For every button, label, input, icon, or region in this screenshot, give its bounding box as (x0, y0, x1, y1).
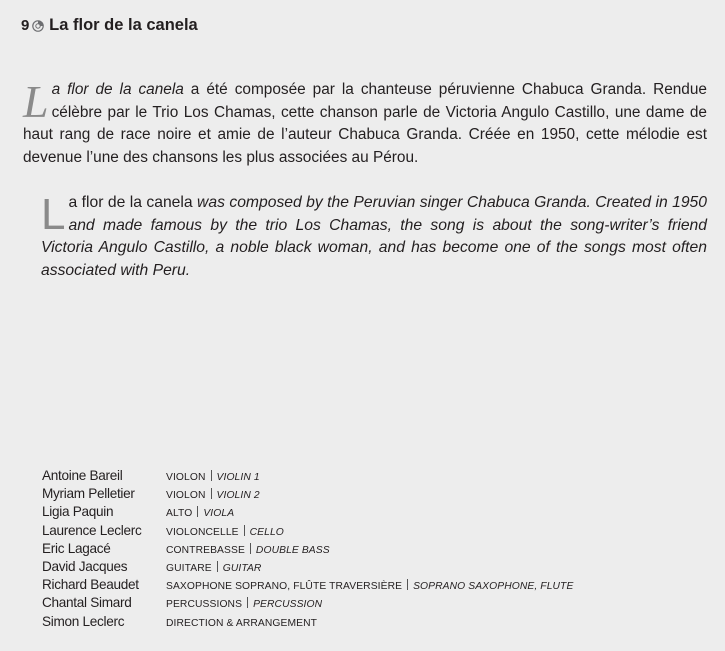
performer-name: Laurence Leclerc (42, 522, 142, 538)
english-body-text: was composed by the Peruvian singer Chabuca Granda. Created in 1950 and made famous by the trio Los Chamas, the song is about the song-writer’s friend Victoria Angulo Castillo, a noble black woman, and has become one of the songs most often associated with Peru. (41, 194, 708, 279)
role-english: SOPRANO SAXOPHONE, FLUTE (413, 581, 574, 593)
performer-name: Myriam Pelletier (42, 486, 135, 502)
track-title: La flor de la canela (49, 16, 198, 34)
role-separator (217, 561, 218, 572)
credits-list (42, 468, 573, 632)
role-separator (197, 506, 198, 517)
role-french: CONTREBASSE (166, 544, 245, 556)
performer-name: Simon Leclerc (42, 613, 125, 629)
role-english: CELLO (249, 526, 284, 538)
performer-role (166, 470, 260, 483)
role-french: VIOLON (166, 490, 206, 502)
role-french: GUITARE (166, 562, 212, 574)
performer-role (166, 618, 317, 629)
role-english: GUITAR (222, 562, 262, 574)
performer-role (166, 506, 234, 519)
role-french: ALTO (166, 508, 193, 520)
role-french: DIRECTION & ARRANGEMENT (166, 617, 318, 629)
role-english: VIOLIN 2 (216, 490, 260, 502)
credit-row (42, 523, 573, 541)
credit-row (42, 614, 573, 632)
english-description (41, 192, 707, 282)
performer-role (166, 525, 284, 538)
english-dropcap: L (41, 190, 66, 239)
english-song-title: a flor de la canela (68, 194, 193, 211)
credit-row (42, 468, 573, 486)
credit-row (42, 486, 573, 504)
role-french: VIOLON (166, 472, 206, 483)
disc-icon (32, 20, 44, 32)
role-english: DOUBLE BASS (255, 544, 330, 556)
role-separator (211, 470, 212, 481)
credit-row (42, 541, 573, 559)
role-english: VIOLIN 1 (216, 472, 260, 483)
performer-role (166, 597, 322, 610)
performer-role (166, 561, 261, 574)
role-separator (244, 525, 245, 536)
track-header (21, 16, 198, 35)
role-english: VIOLA (203, 508, 235, 520)
french-song-title: a flor de la canela (51, 81, 184, 98)
performer-name: Antoine Bareil (42, 468, 123, 483)
role-separator (407, 579, 408, 590)
performer-name: Richard Beaudet (42, 577, 139, 593)
role-separator (247, 597, 248, 608)
credit-row (42, 595, 573, 613)
credit-row (42, 577, 573, 595)
role-separator (250, 543, 251, 554)
role-english: PERCUSSION (253, 599, 323, 611)
role-separator (211, 488, 212, 499)
performer-role (166, 488, 260, 501)
performer-name: Eric Lagacé (42, 540, 111, 556)
french-body-text: a été composée par la chanteuse péruvienne Chabuca Granda. Rendue célèbre par le Trio Los Chamas, cette chanson parle de Victoria Angulo Castillo, une dame de haut rang de race noire et amie de l’auteur Chabuca Granda. Créée en 1950, cette mélodie est devenue l’une des chansons les plus associées au Pérou. (23, 81, 707, 166)
credit-row (42, 504, 573, 522)
french-dropcap: L (23, 76, 49, 127)
role-french: VIOLONCELLE (166, 526, 239, 538)
performer-name: David Jacques (42, 558, 128, 574)
performer-role (166, 543, 330, 556)
track-number: 9 (21, 17, 30, 34)
performer-role (166, 579, 573, 592)
performer-name: Ligia Paquin (42, 504, 114, 520)
credit-row (42, 559, 573, 577)
performer-name: Chantal Simard (42, 595, 132, 611)
french-description (23, 76, 707, 169)
role-french: SAXOPHONE SOPRANO, FLÛTE TRAVERSIÈRE (166, 581, 403, 593)
role-french: PERCUSSIONS (166, 599, 243, 611)
